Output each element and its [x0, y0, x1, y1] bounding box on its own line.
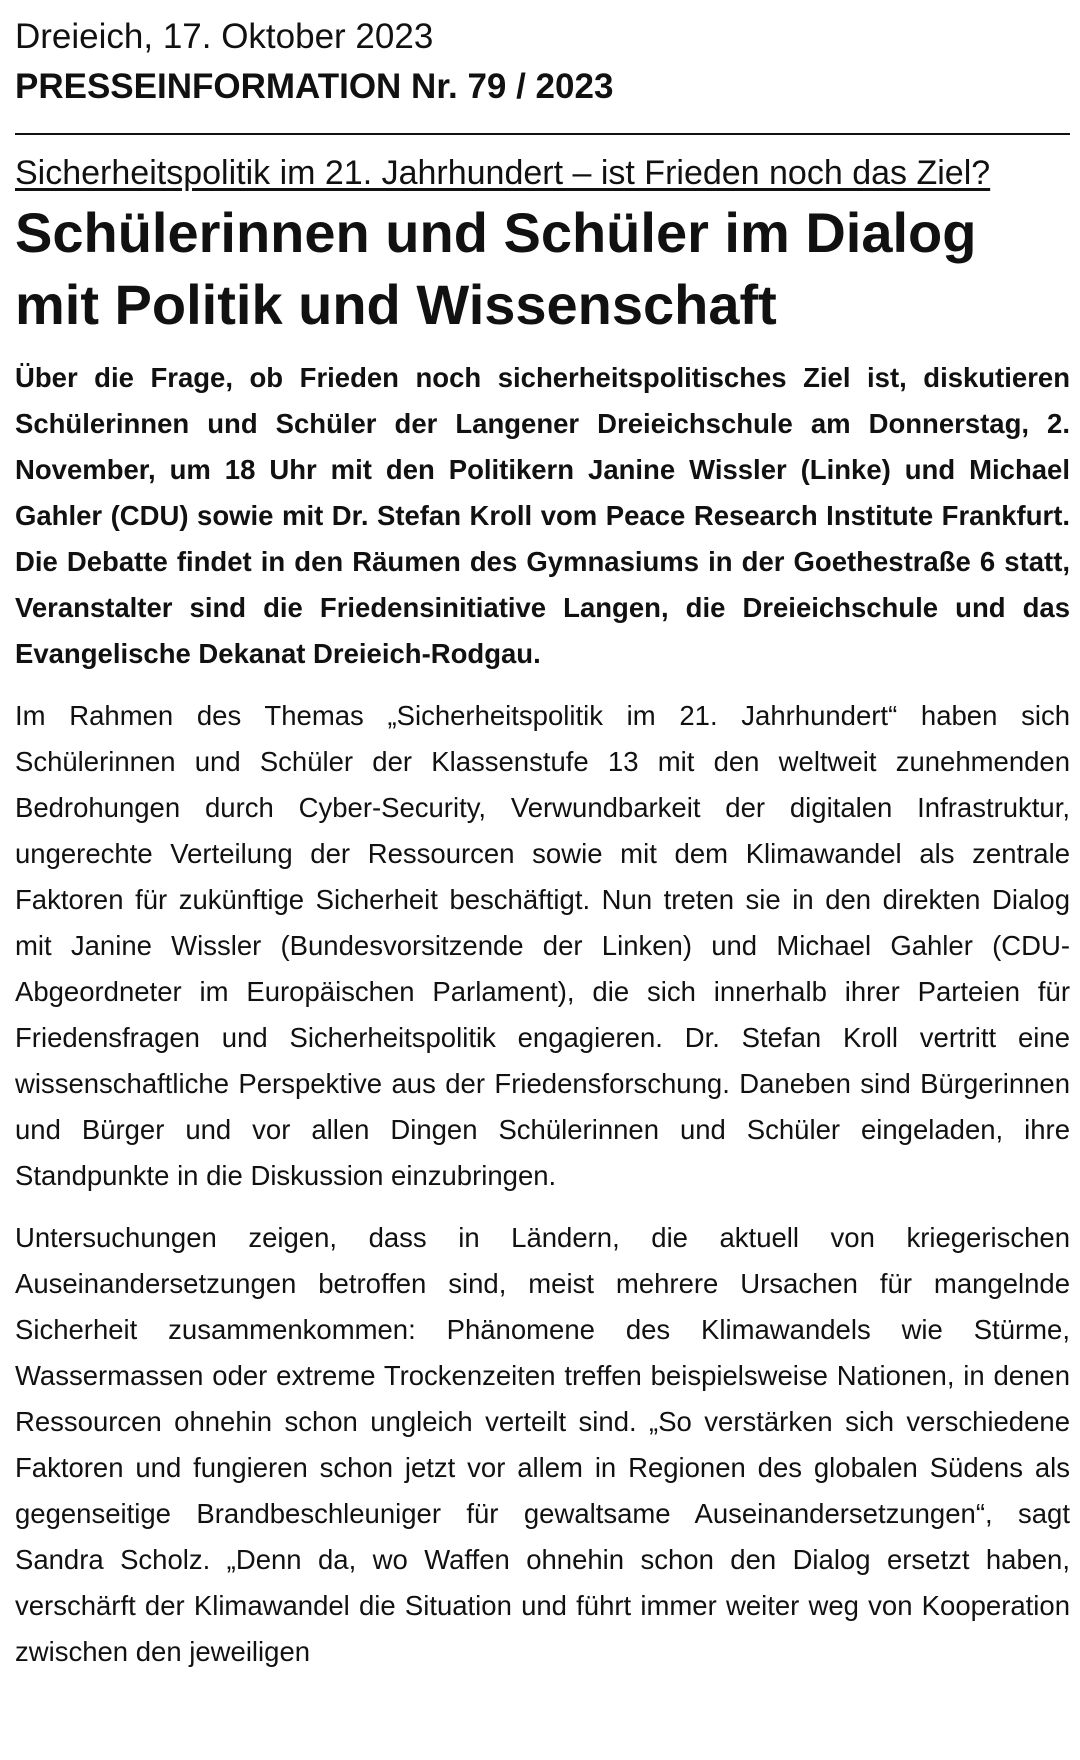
press-release-number: PRESSEINFORMATION Nr. 79 / 2023: [15, 67, 614, 106]
date-line: Dreieich, 17. Oktober 2023: [15, 17, 434, 56]
body-paragraph-2: Untersuchungen zeigen, dass in Ländern, die aktuell von kriegerischen Auseinandersetzungen betroffen sind, meist mehrere Ursachen für mangelnde Sicherheit zusammenkommen: Phänomene des Klimawandels wie Stürme, Wassermassen oder extreme Trockenzeiten treffen beispielsweise Nationen, in denen Ressourcen ohnehin schon ungleich verteilt sind. „So verstärken sich verschiedene Faktoren und fungieren schon jetzt vor allem in Regionen des globalen Südens als gegenseitige Brandbeschleuniger für gewaltsame Auseinandersetzungen“, sagt Sandra Scholz. „Denn da, wo Waffen ohnehin schon den Dialog ersetzt haben, verschärft der Klimawandel die Situation und führt immer weiter weg von Kooperation zwischen den jeweiligen: [15, 1222, 1070, 1667]
kicker-subtitle: Sicherheitspolitik im 21. Jahrhundert – ist Frieden noch das Ziel?: [15, 154, 991, 192]
article-headline: Schülerinnen und Schüler im Dialog mit Politik und Wissenschaft: [15, 201, 977, 336]
press-release: [15, 12, 1070, 1675]
header-divider: [15, 133, 1070, 135]
body-paragraph-1: Im Rahmen des Themas „Sicherheitspolitik im 21. Jahrhundert“ haben sich Schülerinnen und Schüler der Klassenstufe 13 mit den weltweit zunehmenden Bedrohungen durch Cyber-Security, Verwundbarkeit der digitalen Infrastruktur, ungerechte Verteilung der Ressourcen sowie mit dem Klimawandel als zentrale Faktoren für zukünftige Sicherheit beschäftigt. Nun treten sie in den direkten Dialog mit Janine Wissler (Bundesvorsitzende der Linken) und Michael Gahler (CDU-Abgeordneter im Europäischen Parlament), die sich innerhalb ihrer Parteien für Friedensfragen und Sicherheitspolitik engagieren. Dr. Stefan Kroll vertritt eine wissenschaftliche Perspektive aus der Friedensforschung. Daneben sind Bürgerinnen und Bürger und vor allen Dingen Schülerinnen und Schüler eingeladen, ihre Standpunkte in die Diskussion einzubringen.: [15, 700, 1070, 1191]
lead-paragraph: Über die Frage, ob Frieden noch sicherheitspolitisches Ziel ist, diskutieren Schülerinnen und Schüler der Langener Dreieichschule am Donnerstag, 2. November, um 18 Uhr mit den Politikern Janine Wissler (Linke) und Michael Gahler (CDU) sowie mit Dr. Stefan Kroll vom Peace Research Institute Frankfurt. Die Debatte findet in den Räumen des Gymnasiums in der Goethestraße 6 statt, Veranstalter sind die Friedensinitiative Langen, die Dreieichschule und das Evangelische Dekanat Dreieich-Rodgau.: [15, 362, 1070, 669]
